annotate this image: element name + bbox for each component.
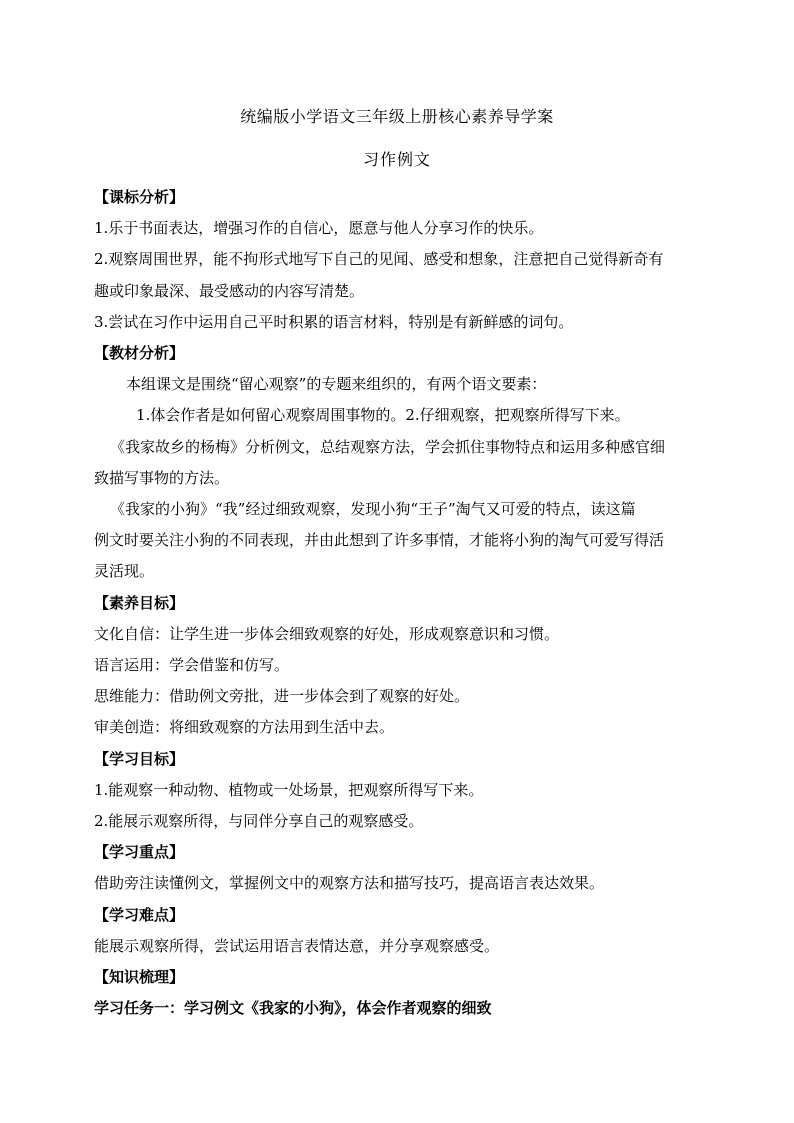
paragraph: 灵活现。	[94, 562, 155, 581]
paragraph: 3.尝试在习作中运用自己平时积累的语言材料，特别是有新鲜感的词句。	[94, 312, 574, 331]
paragraph: 文化自信：让学生进一步体会细致观察的好处，形成观察意识和习惯。	[94, 624, 560, 643]
paragraph: 趣或印象最深、最受感动的内容写清楚。	[94, 281, 365, 300]
paragraph: 2.观察周围世界，能不拘形式地写下自己的见闻、感受和想象，注意把自己觉得新奇有	[94, 250, 664, 269]
paragraph: 1.乐于书面表达，增强习作的自信心，愿意与他人分享习作的快乐。	[94, 219, 544, 238]
section-heading-jiaocai: 【教材分析】	[94, 344, 185, 363]
paragraph: 1.体会作者是如何留心观察周围事物的。2.仔细观察，把观察所得写下来。	[136, 406, 630, 425]
paragraph: 审美创造：将细致观察的方法用到生活中去。	[94, 718, 395, 737]
paragraph: 1.能观察一种动物、植物或一处场景，把观察所得写下来。	[94, 780, 484, 799]
document-subtitle: 习作例文	[362, 150, 431, 169]
paragraph: 《我家故乡的杨梅》分析例文，总结观察方法，学会抓住事物特点和运用多种感官细	[110, 437, 666, 456]
document-title: 统编版小学语文三年级上册核心素养导学案	[240, 107, 554, 126]
section-heading-zhongdian: 【学习重点】	[94, 843, 185, 862]
paragraph: 致描写事物的方法。	[94, 468, 230, 487]
section-heading-xuexi-mubiao: 【学习目标】	[94, 749, 185, 768]
paragraph: 借助旁注读懂例文，掌握例文中的观察方法和描写技巧，提高语言表达效果。	[94, 874, 605, 893]
paragraph: 《我家的小狗》“我”经过细致观察，发现小狗“王子”淘气又可爱的特点，读这篇	[110, 500, 636, 519]
paragraph: 本组课文是围绕“留心观察”的专题来组织的，有两个语文要素：	[126, 375, 547, 394]
paragraph: 能展示观察所得，尝试运用语言表情达意，并分享观察感受。	[94, 936, 500, 955]
section-heading-suyang: 【素养目标】	[94, 593, 185, 612]
paragraph: 思维能力：借助例文旁批，进一步体会到了观察的好处。	[94, 687, 470, 706]
paragraph: 2.能展示观察所得，与同伴分享自己的观察感受。	[94, 812, 424, 831]
document-body	[94, 182, 706, 1024]
paragraph: 例文时要关注小狗的不同表现，并由此想到了许多事情，才能将小狗的淘气可爱写得活	[94, 531, 665, 550]
section-heading-nandian: 【学习难点】	[94, 905, 185, 924]
section-heading-kebiao: 【课标分析】	[94, 188, 185, 206]
paragraph: 语言运用：学会借鉴和仿写。	[94, 656, 290, 675]
section-heading-shuli: 【知识梳理】	[94, 968, 185, 987]
task-heading: 学习任务一：学习例文《我家的小狗》，体会作者观察的细致	[94, 999, 492, 1018]
